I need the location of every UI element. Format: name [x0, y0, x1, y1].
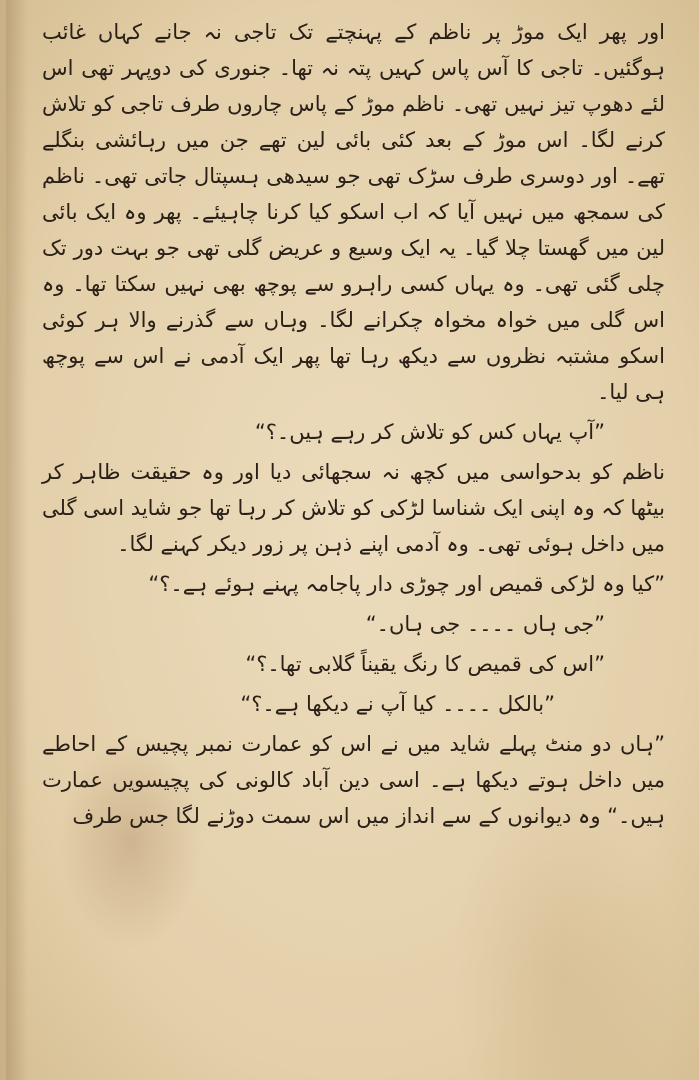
- paragraph-dialogue-pink: ”اس کی قمیص کا رنگ یقیناً گلابی تھا۔؟“: [245, 652, 605, 676]
- paragraph-narration-3: ”ہاں دو منٹ پہلے شاید میں نے اس کو عمارت نمبر پچیس کے احاطے میں داخل ہوتے دیکھا ہے۔ اسی دین آباد کالونی کی پچیسویں عمارت ہیں۔“ وہ دیوانوں کے سے انداز میں اس سمت دوڑنے لگا جس طرف: [42, 732, 665, 828]
- paragraph-narration-1: اور پھر ایک موڑ پر ناظم کے پہنچتے تک تاجی نہ جانے کہاں غائب ہوگئیں۔ تاجی کا آس پاس کہیں پتہ نہ تھا۔ جنوری کی دوپہر تھی اس لئے دھوپ تیز نہیں تھی۔ ناظم موڑ کے پاس چاروں طرف تاجی کو تلاش کرنے لگا۔ اس موڑ کے بعد کئی بائی لین تھے جن میں رہائشی بنگلے تھے۔ اور دوسری طرف سڑک تھی جو سیدھی ہسپتال جاتی تھی۔ ناظم کی سمجھ میں نہیں آیا کہ اب اسکو کیا کرنا چاہیئے۔ پھر وہ ایک بائی لین میں گھستا چلا گیا۔ یہ ایک وسیع و عریض گلی تھی جو بہت دور تک چلی گئی تھی۔ وہ یہاں کسی راہرو سے پوچھ بھی نہیں سکتا تھا۔ وہ اس گلی میں خواہ مخواہ چکرانے لگا۔ وہاں سے گذرنے والا ہر کوئی اسکو مشتبہ نظروں سے دیکھ رہا تھا پھر ایک آدمی نے اس سے پوچھ ہی لیا۔: [42, 20, 665, 404]
- paragraph-dialogue-shirt: ”کیا وہ لڑکی قمیص اور چوڑی دار پاجامہ پہنے ہوئے ہے۔؟“: [148, 572, 665, 596]
- paragraph-dialogue-yes: ”جی ہاں ۔۔۔۔ جی ہاں۔“: [365, 612, 605, 636]
- paragraph-dialogue-seen: ”بالکل ۔۔۔۔ کیا آپ نے دیکھا ہے۔؟“: [240, 692, 555, 716]
- paragraph-dialogue-question: ”آپ یہاں کس کو تلاش کر رہے ہیں۔؟“: [254, 420, 605, 444]
- paragraph-narration-2: ناظم کو بدحواسی میں کچھ نہ سجھائی دیا اور وہ حقیقت ظاہر کر بیٹھا کہ وہ اپنی ایک شناسا لڑکی کو تلاش کر رہا تھا جو شاید اسی گلی میں داخل ہوئی تھی۔ وہ آدمی اپنے ذہن پر زور دیکر کہنے لگا۔: [42, 460, 665, 556]
- urdu-text-block: [42, 14, 665, 838]
